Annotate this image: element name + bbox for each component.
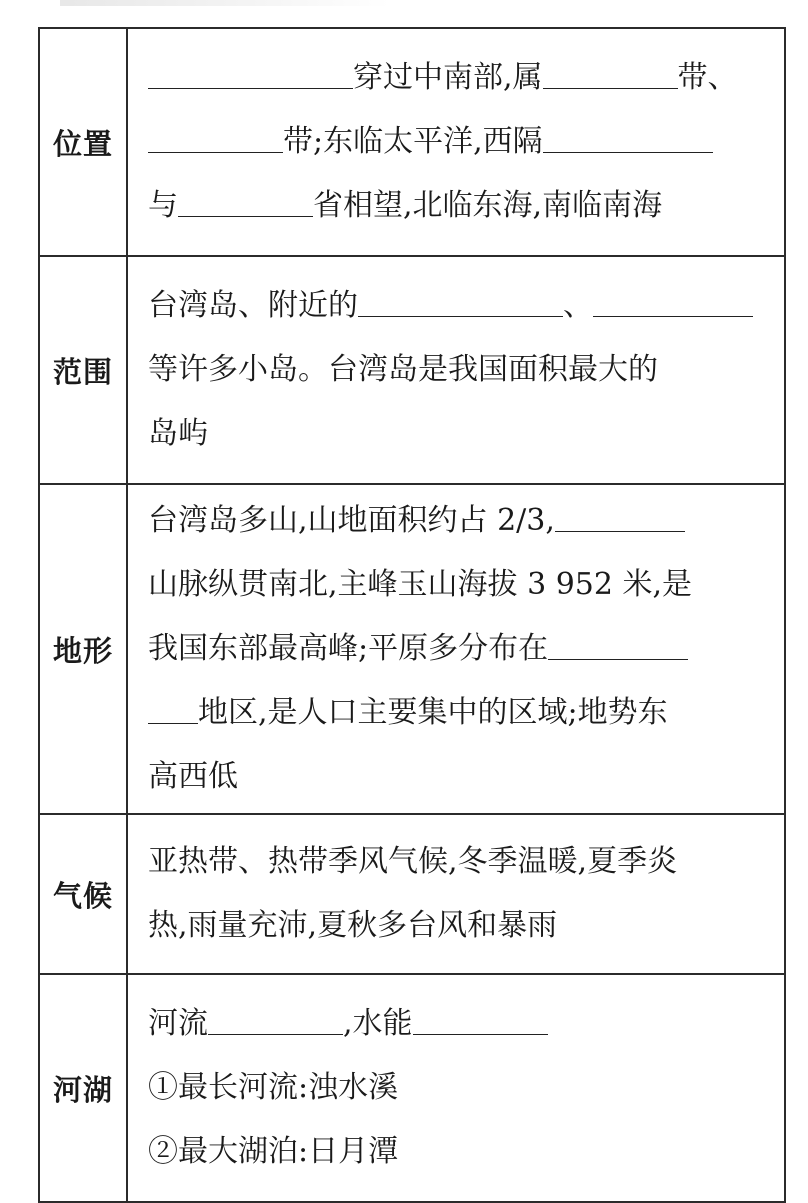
content-line: ②最大湖泊:日月潭 bbox=[148, 1134, 399, 1169]
text-segment: 带、 bbox=[677, 60, 738, 95]
content-line: 高西低 bbox=[148, 759, 238, 794]
taiwan-notes-table bbox=[38, 27, 786, 1203]
content-line bbox=[148, 681, 766, 745]
row-label-location: 位置 bbox=[39, 28, 127, 256]
content-line bbox=[148, 110, 766, 174]
fill-blank[interactable] bbox=[593, 282, 753, 317]
content-line bbox=[148, 992, 766, 1056]
fill-blank[interactable] bbox=[148, 689, 198, 724]
text-segment: 河流 bbox=[148, 1006, 208, 1041]
row-label-climate: 气候 bbox=[39, 814, 127, 974]
text-segment: 省相望,北临东海,南临南海 bbox=[313, 188, 663, 223]
fill-blank[interactable] bbox=[358, 282, 563, 317]
fill-blank[interactable] bbox=[148, 118, 283, 153]
fill-blank[interactable] bbox=[543, 118, 713, 153]
row-scope bbox=[39, 256, 785, 484]
row-label-scope: 范围 bbox=[39, 256, 127, 484]
row-rivers-lakes bbox=[39, 974, 785, 1202]
text-segment: 穿过中南部,属 bbox=[353, 60, 543, 95]
content-line bbox=[148, 174, 766, 238]
row-content-terrain bbox=[127, 484, 785, 814]
row-label-rivers-lakes: 河湖 bbox=[39, 974, 127, 1202]
text-segment: ,水能 bbox=[343, 1006, 413, 1041]
content-line: 等许多小岛。台湾岛是我国面积最大的 bbox=[148, 352, 658, 387]
row-climate bbox=[39, 814, 785, 974]
content-line: ①最长河流:浊水溪 bbox=[148, 1070, 399, 1105]
row-location bbox=[39, 28, 785, 256]
scan-edge-artifact bbox=[60, 0, 390, 6]
row-terrain bbox=[39, 484, 785, 814]
content-line bbox=[148, 489, 766, 553]
fill-blank[interactable] bbox=[208, 1000, 343, 1035]
fill-blank[interactable] bbox=[555, 497, 685, 532]
fill-blank[interactable] bbox=[178, 182, 313, 217]
text-segment: 、 bbox=[563, 288, 593, 323]
text-segment: 我国东部最高峰;平原多分布在 bbox=[148, 631, 549, 666]
content-line bbox=[148, 46, 766, 110]
fill-blank[interactable] bbox=[543, 54, 678, 89]
text-segment: 与 bbox=[148, 188, 178, 223]
text-segment: 台湾岛、附近的 bbox=[148, 288, 358, 323]
content-line: 岛屿 bbox=[148, 416, 208, 451]
content-line: 热,雨量充沛,夏秋多台风和暴雨 bbox=[148, 908, 558, 943]
content-line bbox=[148, 617, 766, 681]
text-segment: 地区,是人口主要集中的区域;地势东 bbox=[198, 695, 668, 730]
text-segment: 带;东临太平洋,西隔 bbox=[283, 124, 543, 159]
row-content-location bbox=[127, 28, 785, 256]
fill-blank[interactable] bbox=[148, 54, 353, 89]
fill-blank[interactable] bbox=[413, 1000, 548, 1035]
fill-blank[interactable] bbox=[548, 625, 688, 660]
text-segment: 台湾岛多山,山地面积约占 2/3, bbox=[148, 503, 555, 538]
row-label-terrain: 地形 bbox=[39, 484, 127, 814]
content-line: 山脉纵贯南北,主峰玉山海拔 3 952 米,是 bbox=[148, 567, 693, 602]
row-content-climate bbox=[127, 814, 785, 974]
row-content-scope bbox=[127, 256, 785, 484]
content-line: 亚热带、热带季风气候,冬季温暖,夏季炎 bbox=[148, 844, 678, 879]
row-content-rivers-lakes bbox=[127, 974, 785, 1202]
content-line bbox=[148, 274, 766, 338]
